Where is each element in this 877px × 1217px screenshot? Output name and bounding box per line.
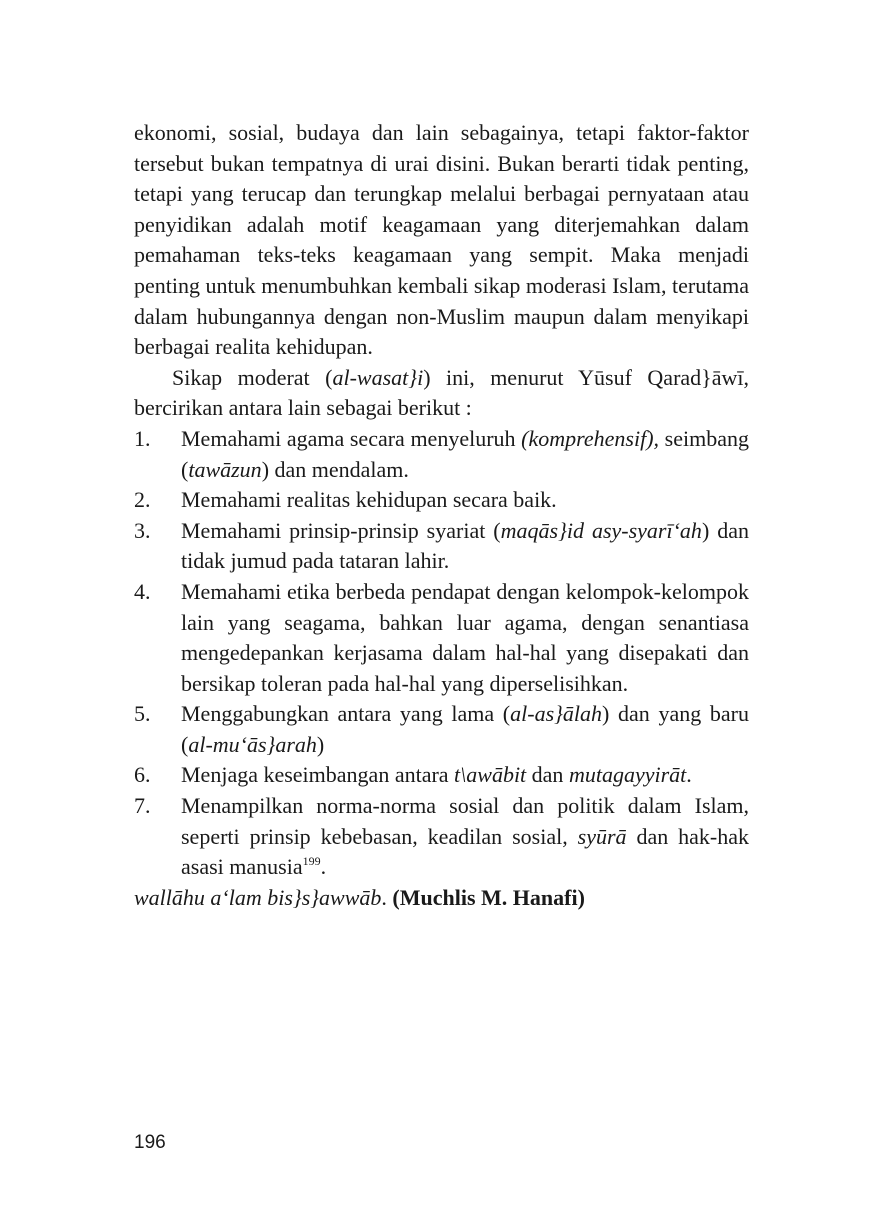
text-span: . (686, 762, 692, 788)
italic-term: syūrā (577, 823, 627, 849)
text-span: Sikap moderat ( (172, 364, 333, 390)
italic-term: al-wasat}i (332, 364, 424, 390)
closing-line (134, 883, 749, 914)
text-span: ) ini, menurut Yūsuf Qarad}āwī, bercirikan antara lain sebagai berikut : (134, 364, 749, 421)
page-number: 196 (134, 1132, 166, 1153)
text-span: ) dan tidak jumud pada tataran lahir. (181, 517, 749, 574)
text-span: Memahami agama secara menyeluruh (181, 425, 522, 451)
list-item (134, 424, 749, 485)
list-item (134, 516, 749, 577)
italic-term: maqās}id asy-syarī‘ah (500, 517, 702, 543)
italic-term: t\awābit (454, 762, 527, 788)
item-number: 1. (134, 425, 151, 451)
item-number: 6. (134, 762, 151, 788)
characteristics-list (134, 424, 749, 883)
italic-term: (komprehensif), (521, 425, 660, 451)
italic-term: tawāzun (188, 456, 262, 482)
item-number: 5. (134, 701, 151, 727)
item-number: 7. (134, 793, 151, 819)
paragraph-moderation (134, 363, 749, 424)
list-item (134, 699, 749, 760)
text-span: . (320, 854, 327, 880)
item-number: 4. (134, 578, 151, 604)
item-number: 2. (134, 487, 151, 513)
item-number: 3. (134, 517, 151, 543)
italic-term: al-mu‘ās}arah (188, 731, 317, 757)
list-item (134, 485, 749, 516)
author-name: (Muchlis M. Hanafi) (392, 884, 585, 910)
italic-term: mutagayyirāt (568, 762, 687, 788)
list-item (134, 760, 749, 791)
text-span: ) (316, 731, 325, 757)
text-span: Menjaga keseimbangan antara (181, 762, 455, 788)
italic-term: al-as}ālah (510, 701, 603, 727)
paragraph-intro: ekonomi, sosial, budaya dan lain sebagainya, tetapi faktor-faktor tersebut bukan tempatnya di urai disini. Bukan berarti tidak penting, tetapi yang terucap dan terungkap melalui berbagai pernyataan atau penyidikan adalah motif keagamaan yang diterjemahkan dalam pemahaman teks-teks keagamaan yang sempit. Maka menjadi penting untuk menumbuhkan kembali sikap moderasi Islam, terutama dalam hubungannya dengan non-Muslim maupun dalam menyikapi berbagai realita kehidupan. (134, 120, 749, 360)
list-item (134, 577, 749, 699)
page-body (134, 118, 749, 913)
text-span: Menampilkan norma-norma sosial dan politik dalam Islam, seperti prinsip kebebasan, keadilan sosial, (181, 793, 749, 849)
text-span: Memahami realitas kehidupan secara baik. (181, 487, 557, 513)
closing-phrase: wallāhu a‘lam bis}s}awwāb (134, 884, 382, 910)
text-span: Menggabungkan antara yang lama ( (181, 701, 511, 727)
text-span: Memahami etika berbeda pendapat dengan kelompok-kelompok lain yang seagama, bahkan luar agama, dengan senantiasa mengedepankan kerjasama dalam hal-hal yang disepakati dan bersikap toleran pada hal-hal yang diperselisihkan. (181, 578, 749, 696)
text-span: dan (526, 762, 569, 788)
text-span: Memahami prinsip-prinsip syariat ( (181, 517, 501, 543)
list-item (134, 791, 749, 883)
text-span: dan hak-hak asasi manusia (181, 823, 749, 880)
text-span: seimbang ( (181, 425, 749, 482)
text-span: ) dan mendalam. (261, 456, 409, 482)
footnote-marker[interactable]: 199 (302, 854, 321, 869)
text-span: . (381, 884, 393, 910)
text-span: ) dan yang baru ( (181, 701, 750, 757)
